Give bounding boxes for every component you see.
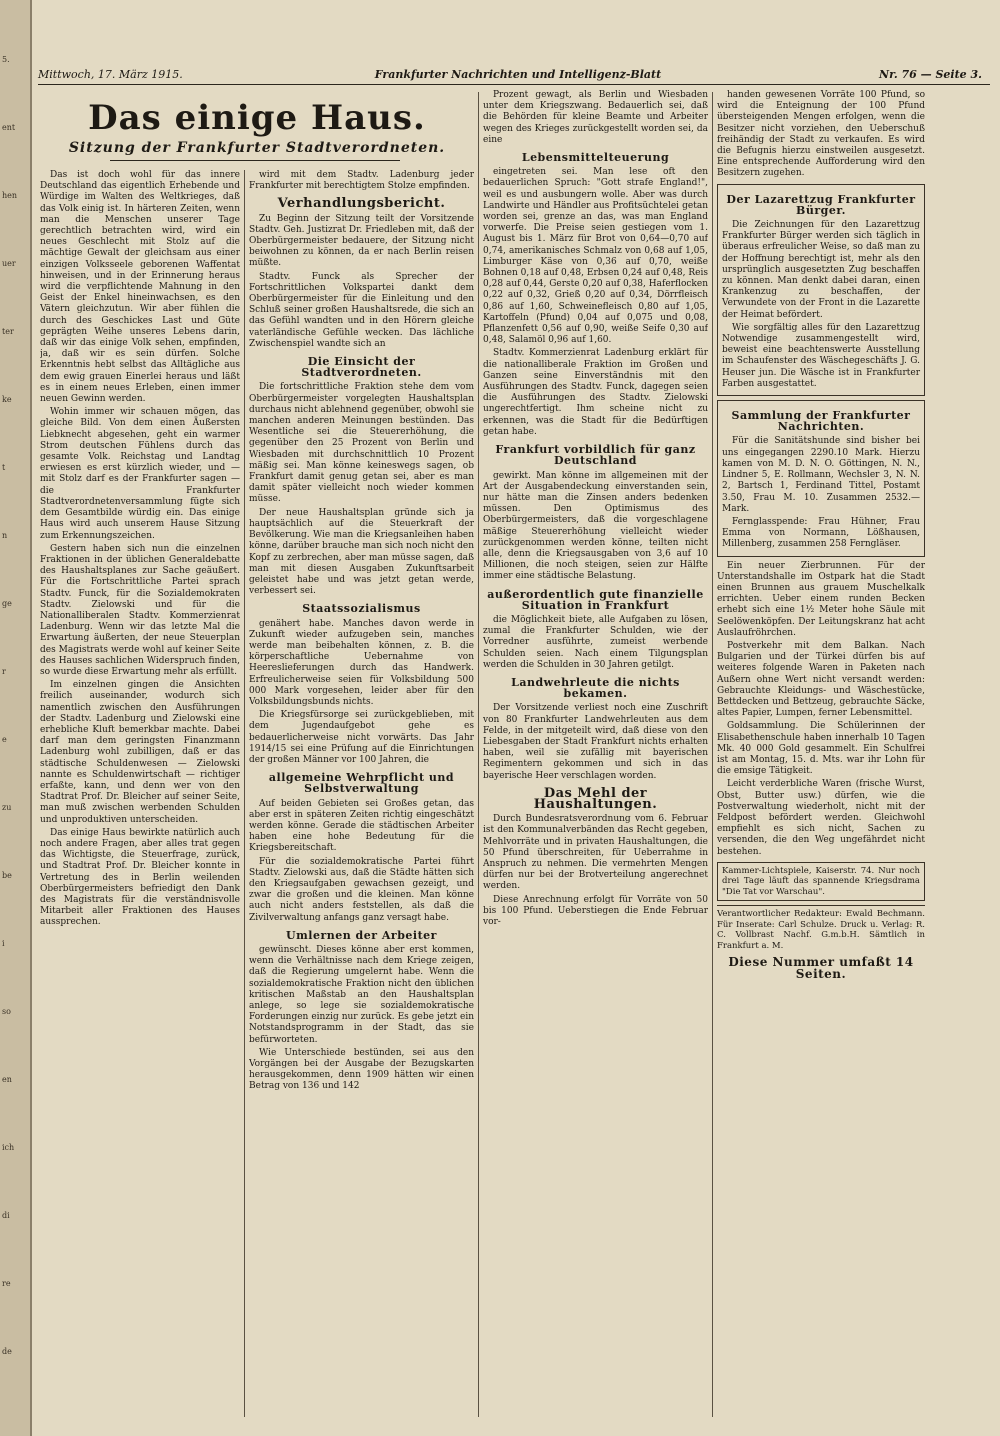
paragraph: Prozent gewagt, als Berlin und Wiesbaden unter dem Kriegszwang. Bedauerlich sei, daß die Behörden für kleine Beamte und Arbeiter wegen des Krieges zurückgestellt worden sei, da eine [483, 90, 708, 145]
page-header [38, 66, 990, 85]
binding-fragment: en [2, 1075, 12, 1084]
section-wehrpflicht: allgemeine Wehrpflicht und Selbstverwaltung [268, 771, 455, 796]
col3-body-f [483, 814, 708, 928]
binding-fragment: re [2, 1279, 11, 1288]
paragraph: Der neue Haushaltsplan gründe sich ja hauptsächlich auf die Steuerkraft der Bevölkerung. Wie man die Kriegsanleihen haben könne, darüber brauche man sich noch nicht den Kopf zu zerbrechen, aber man müsse sagen, daß man mit diesen Ausgaben Zukunftsarbeit geleistet habe und was jetzt getan werde, verbessert sei. [249, 507, 474, 597]
title-rule [110, 160, 400, 161]
col2-body-d [249, 799, 474, 924]
section-mehl-haushaltungen: Das Mehl der Haushaltungen. [533, 785, 658, 812]
article-subtitle: Sitzung der Frankfurter Stadtverordneten. [68, 140, 446, 156]
paragraph: Postverkehr mit dem Balkan. Nach Bulgarien und der Türkei dürfen bis auf weiteres folgende Waren in Paketen nach Außern ohne Wert nicht versandt werden: Gebrauchte Kleidungs- und Wäschestücke, Bettdecken und Bettzeug, gebrauchte Säcke, altes Papier, Lumpen, ferner Lebensmittel. [717, 640, 925, 719]
section-frankfurt-vorbildlich: Frankfurt vorbildlich für ganz Deutschland [495, 443, 696, 468]
col3-body-c [483, 471, 708, 583]
paragraph: gewünscht. Dieses könne aber erst kommen, wenn die Verhältnisse nach dem Kriege zeigen, daß die Regierung umgelernt habe. Wenn die sozialdemokratische Fraktion nicht den üblichen kritischen Maßstab an den Haushaltsplan anlege, so lege sie sozialdemokratische Forderungen einzig nur zurück. Es gebe jetzt ein Notstandsprogramm in der Stadt, das sie befürworteten. [249, 945, 474, 1045]
section-verhandlungsbericht: Verhandlungsbericht. [277, 196, 446, 212]
binding-fragment: e [2, 735, 7, 744]
binding-fragment: so [2, 1007, 11, 1016]
section-einsicht: Die Einsicht der Stadtverordneten. [301, 355, 422, 380]
column-1 [40, 170, 240, 1420]
col4-body-b [722, 220, 920, 390]
binding-fragment: ent [2, 123, 16, 132]
binding-fragment: ich [2, 1143, 15, 1152]
col1-body [40, 170, 240, 929]
col4-body-c [722, 436, 920, 550]
binding-fragment: i [2, 939, 5, 948]
binding-fragment: hen [2, 191, 18, 200]
paragraph: genähert habe. Manches davon werde in Zukunft wieder aufzugeben sein, manches werde man beibehalten können, z. B. die körperschaftliche Uebernahme von Heereslieferungen durch das Handwerk. Erfreulicherweise seien für Volksbildung 500 000 Mark vorgesehen, leider aber für den Volksbildungsbunds nichts. [249, 618, 474, 707]
paragraph: Fernglasspende: Frau Hühner, Frau Emma von Normann, Lößhausen, Millenberg, zusammen 258 Ferngläser. [722, 516, 920, 550]
col3-body-d [483, 615, 708, 671]
box-lazarettzug [717, 184, 925, 396]
paragraph: Das ist doch wohl für das innere Deutschland das eigentlich Erhebende und Würdige im Walten des Weltkrieges, daß das Volk einig ist. In härteren Zeiten, wenn man die Menschen unserer Tage gerechtlich betrachten wird, wird ein neues Geschlecht mit Stolz auf die mächtige Gewalt der gleichsam aus einer einzigen Volksseele geborenen Waffentat hinweisen, und in der Erinnerung heraus wird die verpflichtende Mahnung in den Geist der Enkel hineinwachsen, es den Vätern gleichzutun. Wir aber fühlen die durch des Geschickes Last und Güte geprägten Weihe unseres Lebens darin, daß wir das einige Volk sehen, empfinden, ja, daß wir es sein dürfen. Solche Erkenntnis hebt selbst das Alltägliche aus dem ewig grauen Einerlei heraus und läßt es in einem neues Erleben, einen immer neuen Gewinn werden. [40, 170, 240, 405]
header-masthead: Frankfurter Nachrichten und Intelligenz-Blatt [374, 68, 662, 81]
paragraph: Das einige Haus bewirkte natürlich auch noch andere Fragen, aber alles trat gegen das Wichtigste, die Steuerfrage, zurück, und Stadtrat Prof. Dr. Bleicher konnte in Vertretung des in Berlin weilenden Oberbürgermeisters befriedigt den Dank des Magistrats für die verständnisvolle Mitarbeit aller Fraktionen des Hauses aussprechen. [40, 827, 240, 928]
column-2 [249, 170, 474, 1420]
section-arbeiter: Umlernen der Arbeiter [286, 928, 437, 942]
section-sammlung: Sammlung der Frankfurter Nachrichten. [731, 409, 911, 434]
binding-fragment: ter [2, 327, 14, 336]
col4-body-a [717, 90, 925, 180]
binding-fragment: ke [2, 395, 12, 404]
col3-body-b [483, 167, 708, 438]
paragraph: Ein neuer Zierbrunnen. Für der Unterstandshalle im Ostpark hat die Stadt einen Brunnen aus grauem Muschelkalk errichten. Ueber einem runden Becken erhebt sich eine 1½ Meter hohe Säule mit Seelöwenköpfen. Der Leitungskranz hat acht Auslaufröhrchen. [717, 560, 925, 638]
paragraph: Durch Bundesratsverordnung vom 6. Februar ist den Kommunalverbänden das Recht gegeben, Mehlvorräte und in privaten Haushaltungen, die 50 Pfund überschreiten, für Ueberrahme in Anspruch zu nehmen. Die vermehrten Mengen dürfen nur bei der Brotverteilung angerechnet werden. [483, 814, 708, 892]
binding-fragment: be [2, 871, 12, 880]
paragraph: Der Vorsitzende verliest noch eine Zuschrift von 80 Frankfurter Landwehrleuten aus dem Felde, in der mitgeteilt wird, daß diese von den Liebesgaben der Stadt Frankfurt nichts erhalten haben, weil sie zufällig mit bayerischen Regimentern gekommen und sich in das bayerische Heer verschlagen worden. [483, 703, 708, 781]
paragraph: Die fortschrittliche Fraktion stehe dem vom Oberbürgermeister vorgelegten Haushaltsplan durchaus nicht ablehnend gegenüber, obwohl sie manchen anderen Meinungen bestünden. Das Wesentliche sei die Steuererhöhung, die gegenüber den 25 Prozent von Berlin und Wiesbaden mit durchschnittlich 10 Prozent mäßig sei. Man könne keineswegs sagen, ob Frankfurt damit genug getan sei, aber es man damit später vielleicht noch wieder kommen müsse. [249, 382, 474, 505]
col4-body-d [717, 561, 925, 858]
col2-body-e [249, 945, 474, 1093]
section-finanzielle-situation: außerordentlich gute finanzielle Situation in Frankfurt [487, 587, 704, 612]
col2-intro: wird mit dem Stadtv. Ladenburg jeder Frankfurter mit berechtigtem Stolze empfinden. [249, 170, 474, 192]
binding-fragment: 5. [2, 55, 10, 64]
paragraph: Für die sozialdemokratische Partei führt Stadtv. Zielowski aus, daß die Städte hätten sich den Kriegsaufgaben gewachsen gezeigt, und zwar die großen und die kleinen. Man könne auch nicht anders feststellen, als daß die Zivilverwaltung anfangs ganz versagt habe. [249, 856, 474, 923]
paragraph: Leicht verderbliche Waren (frische Wurst, Obst, Butter usw.) dürfen, wie die Postverwaltung wiederholt, nicht mit der Feldpost befördert werden. Gleichwohl empfiehlt es sich nicht, Sachen zu versenden, die den Weg ungefährdet nicht bestehen. [717, 779, 925, 857]
paragraph: Goldsammlung. Die Schülerinnen der Elisabethenschule haben innerhalb 10 Tagen Mk. 40 000 Gold gesammelt. Ein Schulfrei ist am Montag, 15. d. Mts. war ihr Lohn für die emsige Tätigkeit. [717, 721, 925, 777]
binding-fragment: ge [2, 599, 12, 608]
imprint: Verantwortlicher Redakteur: Ewald Bechmann. Für Inserate: Carl Schulze. Druck u. Verlag: R. C. Vollbrast Nachf. G.m.b.H. Sämtlich in Frankfurt a. M. [717, 905, 925, 951]
col2-body-b [249, 382, 474, 597]
binding-fragment: t [2, 463, 6, 472]
paragraph: Stadtv. Funck als Sprecher der Fortschrittlichen Volkspartei dankt dem Oberbürgermeister für die Einleitung und den Schluß seiner großen Haushaltsrede, die sich an das Gefühl wandten und in den Hörern gleiche vaterländische Gefühle wecken. Das lächliche Zwischenspiel wandte sich an [249, 271, 474, 349]
binding-fragment: r [2, 667, 6, 676]
paragraph: handen gewesenen Vorräte 100 Pfund, so wird die Enteignung der 100 Pfund übersteigenden Mengen erfolgen, wenn die Besitzer nicht vorziehen, den Ueberschuß freihändig der Stadt zu verkaufen. Es wird die Befugnis hierzu einstweilen ausgesetzt. Eine entsprechende Aufforderung wird den Besitzern zugehen. [717, 90, 925, 179]
paragraph: Gestern haben sich nun die einzelnen Fraktionen in der üblichen Generaldebatte des Haushaltsplanes zur Sache geäußert. Für die Fortschrittliche Partei sprach Stadtv. Funck, für die Sozialdemokraten Stadtv. Zielowski und für die Nationalliberalen Stadtv. Kommerzienrat Ladenburg. Wenn wir das letzte Mal die Erwartung äußerten, der neue Steuerplan des Magistrats werde wohl auf keiner Seite des Hauses sachlichen Widerspruch finden, so wurde diese Erwartung mehr als erfüllt. [40, 543, 240, 677]
binding-fragment: zu [2, 803, 12, 812]
paragraph: Stadtv. Kommerzienrat Ladenburg erklärt für die nationalliberale Fraktion im Großen und Ganzen seine Einverständnis mit den Ausführungen des Stadtv. Funck, dagegen seien die Ausführungen des Stadtv. Zielowski ungerechtfertigt. Ihm scheine nicht zu erkennen, was die Stadt für die Bedürftigen getan habe. [483, 348, 708, 437]
column-3 [483, 90, 708, 1420]
col3-body-a [483, 90, 708, 146]
col2-body-a [249, 214, 474, 350]
paragraph: Zu Beginn der Sitzung teilt der Vorsitzende Stadtv. Geh. Justizrat Dr. Friedleben mit, daß der Oberbürgermeister bedauere, der Sitzung nicht beiwohnen zu können, da er nach Berlin reisen müßte. [249, 213, 474, 269]
section-lazarettzug: Der Lazarettzug Frankfurter Bürger. [726, 192, 916, 217]
paragraph: Die Zeichnungen für den Lazarettzug Frankfurter Bürger werden sich täglich in überaus erfreulicher Weise, so daß man zu der Hoffnung berechtigt ist, mehr als den ursprünglich ausgesetzten Zug beschaffen zu können. Man denkt dabei daran, einen Krankenzug zu beschaffen, der Verwundete von der Front in die Lazarette der Heimat befördert. [722, 220, 920, 320]
binding-strip [0, 0, 32, 1436]
paragraph: Diese Anrechnung erfolgt für Vorräte von 50 bis 100 Pfund. Ueberstiegen die Ende Februar vor- [483, 894, 708, 928]
closing-note: Diese Nummer umfaßt 14 Seiten. [728, 955, 914, 981]
section-lebensmittelteuerung: Lebensmittelteuerung [521, 151, 670, 165]
col3-body-e [483, 703, 708, 781]
binding-fragment: n [2, 531, 8, 540]
paragraph: Wie Unterschiede bestünden, sei aus den Vorgängen bei der Ausgabe der Bezugskarten herausgekommen, denn 1909 hätten wir einen Betrag von 136 und 142 [249, 1047, 474, 1092]
kammer-lichtspiele-note: Kammer-Lichtspiele, Kaiserstr. 74. Nur noch drei Tage läuft das spannende Kriegsdrama "Die Tat vor Warschau". [717, 862, 925, 902]
paragraph: Im einzelnen gingen die Ansichten freilich auseinander, wodurch sich namentlich zwischen den Ausführungen der Stadtv. Ladenburg und Zielowski eine erhebliche Kluft bemerkbar machte. Dabei darf man dem geringsten Finanzmann Ladenburg wohl zubilligen, daß er das städtische Schuldenwesen — Zielowski nannte es Schuldenwirtschaft — richtiger erfaßte, kann, und denn wer von den Stadtrat Prof. Dr. Bleicher auf seiner Seite, man muß zwischen werbenden Schulden und unproduktiven unterscheiden. [40, 680, 240, 825]
box-sammlung [717, 400, 925, 556]
paragraph: die Möglichkeit biete, alle Aufgaben zu lösen, zumal die Frankfurter Schulden, wie der Vorredner ausführte, zumeist werbende Schulden seien. Nach einem Tilgungsplan werden die Schulden in 30 Jahren getilgt. [483, 614, 708, 670]
column-rule [478, 92, 479, 1417]
col2-body-c [249, 619, 474, 767]
paragraph: Auf beiden Gebieten sei Großes getan, das aber erst in späteren Zeiten richtig eingeschätzt werden könne. Gerade die städtischen Arbeiter haben eine hohe Bedeutung für die Kriegsbereitschaft. [249, 798, 474, 854]
paragraph: Die Kriegsfürsorge sei zurückgeblieben, mit dem Jugendaufgebot gehe es bedauerlicherweise nicht vorwärts. Das Jahr 1914/15 sei eine Prüfung auf die Einrichtungen der großen Männer vor 100 Jahren, die [249, 710, 474, 765]
binding-fragment: de [2, 1347, 12, 1356]
paragraph: Wie sorgfältig alles für den Lazarettzug Notwendige zusammengestellt wird, beweist eine beachtenswerte Ausstellung im Schaufenster des Wäschegeschäfts J. G. Heuser jun. Die Wäsche ist in Frankfurter Farben ausgestattet. [722, 322, 920, 389]
paragraph: gewirkt. Man könne im allgemeinen mit der Art der Ausgabendeckung einverstanden sein, nur hätte man die Zinsen anders bedenken müssen. Den Optimismus des Oberbürgermeisters, daß die vorgeschlagene mäßige Steuererhöhung vielleicht wieder zurückgenommen werden könne, teilten nicht alle, denn die Kriegsausgaben von 3,6 auf 10 Millionen, die noch steigen, seien zur Hälfte immer eine städtische Belastung. [483, 470, 708, 582]
paragraph: Für die Sanitätshunde sind bisher bei uns eingegangen 2290.10 Mark. Hierzu kamen von M. D. N. O. Göttingen, N. N., Lindner 5, E. Rollmann, Wechsler 3, N. N. 2, Bartsch 1, Ferdinand Tittel, Postamt 3.50, Frau M. 10. Zusammen 2532.— Mark. [722, 436, 920, 514]
header-page-number: Nr. 76 — Seite 3. [879, 68, 982, 81]
section-staatssozialismus: Staatssozialismus [302, 602, 421, 616]
binding-fragment: uer [2, 259, 16, 268]
header-date: Mittwoch, 17. März 1915. [38, 68, 183, 81]
column-rule [244, 170, 245, 1417]
column-rule [712, 92, 713, 1417]
column-4 [717, 90, 925, 1420]
paragraph: Wohin immer wir schauen mögen, das gleiche Bild. Von dem einen Äußersten Liebknecht abgesehen, geht ein warmer Strom deutschen Fühlens durch das gesamte Volk. Reichstag und Landtag erwiesen es erst kürzlich wieder, und — mit Stolz darf es der Frankfurter sagen — die Frankfurter Stadtverordnetenversammlung fügte sich dem Gesamtbilde würdig ein. Das einige Haus wird auch unserem Hause Sitzung zum Erkennungszeichen. [40, 407, 240, 541]
article-title: Das einige Haus. [88, 98, 426, 138]
binding-fragment: di [2, 1211, 10, 1220]
section-landwehrleute: Landwehrleute die nichts bekamen. [511, 675, 680, 701]
paragraph: eingetreten sei. Man lese oft den bedauerlichen Spruch: "Gott strafe England!", weil es und ausbungern wolle. Aber was durch Landwirte und Händler aus Profitsüchtelei getan worden sei, grenze an das, was man England vorwerfe. Die Preise seien gestiegen vom 1. August bis 1. März für Brot von 0,64—0,70 auf 0,74, amerikanisches Schmalz von 0,68 auf 1,05, Limburger Käse von 0,36 auf 0,70, weiße Bohnen 0,18 auf 0,48, Erbsen 0,24 auf 0,48, Reis 0,28 auf 0,44, Gerste 0,20 auf 0,38, Haferflocken 0,22 auf 0,32, Grieß 0,20 auf 0,34, Dörrfleisch 0,86 auf 1,60, Schweinefleisch 0,80 auf 1,05, Kartoffeln (Pfund) 0,04 auf 0,075 und 0,08, Pflanzenfett 0,56 auf 0,90, weiße Seife 0,30 auf 0,48, Salamöl 0,96 auf 1,60. [483, 167, 708, 346]
